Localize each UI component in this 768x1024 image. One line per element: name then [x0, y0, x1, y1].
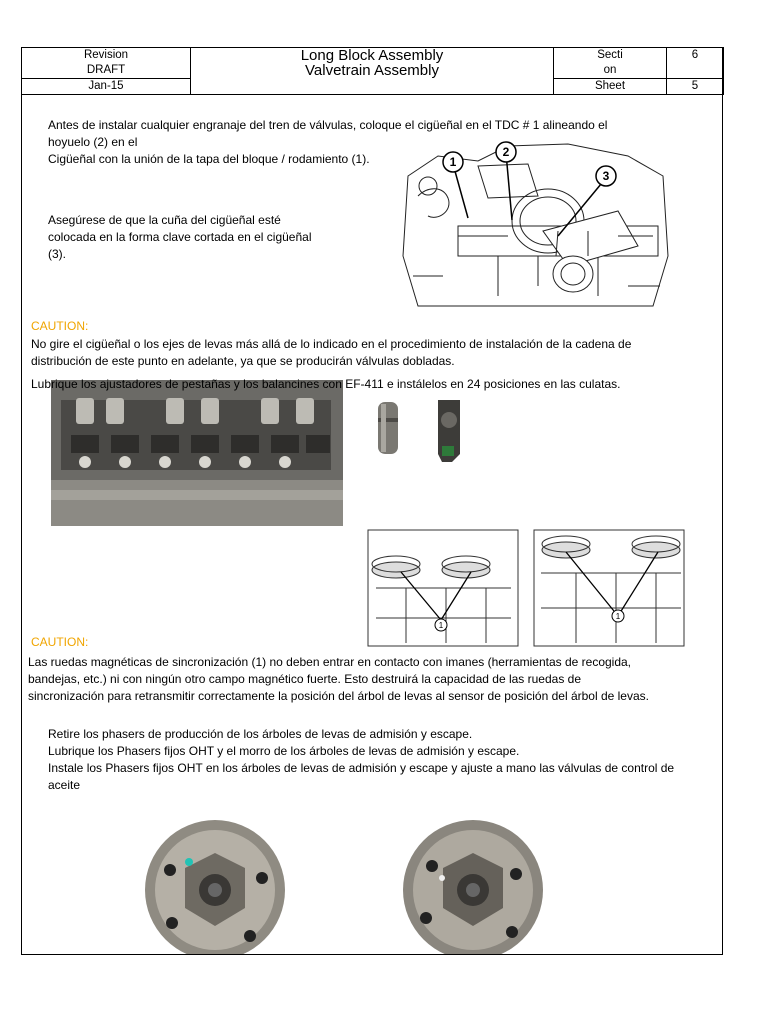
- caution-1-line-2: distribución de este punto en adelante, ya que se producirán válvulas dobladas.: [31, 354, 455, 368]
- key-line-2: colocada en la forma clave cortada en el cigüeñal: [48, 230, 312, 244]
- section-value: 6: [667, 48, 724, 79]
- section-label-1: Secti: [597, 49, 623, 61]
- intro-line-1: Antes de instalar cualquier engranaje del tren de válvulas, coloque el cigüeñal en el TDC # 1 alineando el: [48, 118, 608, 132]
- caution-2-line-2: bandejas, etc.) ni con ningún otro campo magnético fuerte. Esto destruirá la capacidad de las ruedas de: [28, 672, 582, 686]
- step-3-line-1: Instale los Phasers fijos OHT en los árboles de levas de admisión y escape y ajuste a mano las válvulas de control de: [48, 761, 675, 775]
- revision-value: DRAFT: [86, 64, 126, 76]
- sheet-value: 5: [667, 79, 724, 95]
- sheet-label: Sheet: [554, 79, 667, 95]
- crankshaft-diagram: [398, 136, 673, 314]
- cam-wheel-diagrams: [366, 528, 686, 648]
- step-2: Lubrique los Phasers fijos OHT y el morro de los árboles de levas de admisión y escape.: [48, 744, 520, 758]
- intro-line-2: hoyuelo (2) en el: [48, 135, 138, 149]
- steps-block: [48, 726, 720, 794]
- title-line-2: Valvetrain Assembly: [305, 62, 439, 79]
- callout-3: 3: [602, 169, 610, 183]
- step-1: Retire los phasers de producción de los árboles de levas de admisión y escape.: [48, 727, 473, 741]
- caution-1-text: [31, 336, 721, 370]
- caution-1-label: CAUTION:: [31, 319, 89, 333]
- cylinder-head-photo: [51, 380, 343, 526]
- exhaust-phaser-photo: [398, 818, 548, 954]
- cam-callout-left: 1: [438, 621, 444, 630]
- key-line-1: Asegúrese de que la cuña del cigüeñal esté: [48, 213, 281, 227]
- caution-2-line-3: sincronización para retransmitir correctamente la posición del árbol de levas al sensor de posición del árbol de levas.: [28, 689, 649, 703]
- lash-adjuster-photo: [373, 398, 403, 458]
- key-paragraph: [48, 212, 348, 263]
- callout-2: 2: [502, 145, 510, 159]
- step-3-line-2: aceite: [48, 778, 81, 792]
- caution-2-label: CAUTION:: [31, 635, 89, 649]
- cam-callout-right: 1: [615, 612, 621, 621]
- caution-2-line-1: Las ruedas magnéticas de sincronización (1) no deben entrar en contacto con imanes (herramientas de recogida,: [28, 655, 632, 669]
- caution-2-text: [28, 654, 722, 705]
- key-line-3: (3).: [48, 247, 66, 261]
- intake-phaser-photo: [140, 818, 290, 954]
- callout-1: 1: [449, 155, 457, 169]
- section-label-2: on: [603, 64, 617, 76]
- intro-line-3: Cigüeñal con la unión de la tapa del bloque / rodamiento (1).: [48, 152, 370, 166]
- lubricate-instruction: Lubrique los ajustadores de pestañas y los balancines con EF-411 e instálelos en 24 posiciones en las culatas.: [31, 377, 621, 391]
- date-cell: Jan-15: [22, 79, 191, 95]
- title-line-1: Long Block Assembly: [300, 47, 444, 64]
- revision-label: Revision: [83, 49, 129, 61]
- caution-1-line-1: No gire el cigüeñal o los ejes de levas más allá de lo indicado en el procedimiento de instalación de la cadena de: [31, 337, 632, 351]
- rocker-arm-photo: [434, 394, 464, 466]
